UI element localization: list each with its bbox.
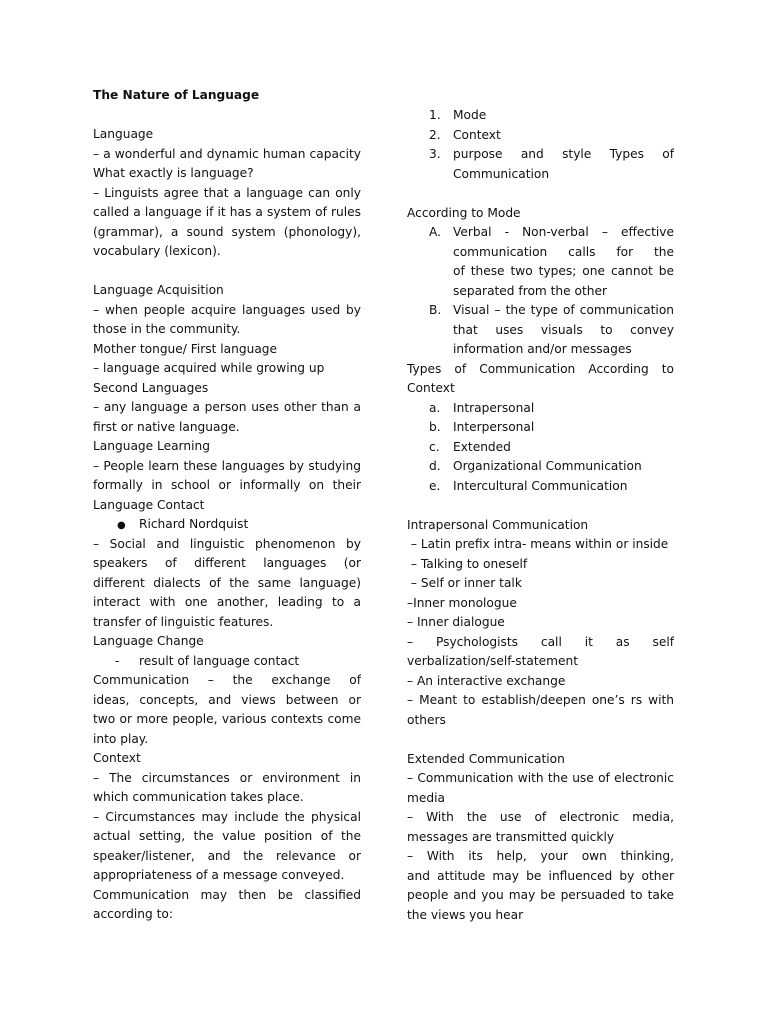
- numbered-item: [407, 145, 674, 165]
- text-line: – a wonderful and dynamic human capacity: [93, 146, 361, 161]
- list-number: 3.: [429, 147, 441, 161]
- dash-text: result of language contact: [139, 653, 300, 668]
- list-continuation: of these two types; one cannot be: [453, 264, 674, 278]
- lettered-item: [407, 223, 674, 243]
- text-line: – Inner dialogue: [407, 615, 505, 629]
- text-line: others: [407, 712, 446, 727]
- text-line: which communication takes place.: [93, 790, 304, 804]
- text-line: those in the community.: [93, 322, 241, 336]
- list-text: Extended: [453, 439, 511, 454]
- text-line: according to:: [93, 907, 173, 921]
- text-line: – The circumstances or environment in: [93, 770, 361, 785]
- dash-icon: -: [115, 653, 120, 668]
- right-column: [407, 106, 674, 925]
- lettered-item: [407, 399, 674, 419]
- list-text: Organizational Communication: [453, 459, 642, 473]
- section-heading: According to Mode: [407, 205, 521, 220]
- text-line: interact with one another, leading to a: [93, 595, 361, 609]
- lettered-item: [407, 418, 674, 438]
- text-line: first or native language.: [93, 419, 240, 434]
- numbered-item: [407, 126, 674, 146]
- text-line: into play.: [93, 731, 149, 746]
- text-line: What exactly is language?: [93, 166, 254, 180]
- text-line: Types of Communication According to: [407, 361, 674, 376]
- text-line: – Social and linguistic phenomenon by: [93, 536, 361, 551]
- text-line: – People learn these languages by studying: [93, 458, 361, 473]
- list-letter: d.: [429, 459, 441, 473]
- text-line: Communication – the exchange of: [93, 673, 361, 687]
- list-letter: b.: [429, 420, 441, 434]
- text-line: verbalization/self-statement: [407, 654, 579, 668]
- numbered-item: [407, 106, 674, 126]
- section-heading: Context: [93, 751, 141, 765]
- list-letter: e.: [429, 478, 441, 493]
- section-heading: Language Acquisition: [93, 283, 224, 297]
- list-letter: A.: [429, 225, 441, 239]
- bullet-icon: ●: [117, 520, 126, 531]
- text-line: ideas, concepts, and views between or: [93, 692, 361, 707]
- list-letter: c.: [429, 439, 440, 454]
- list-text: Mode: [453, 108, 487, 122]
- text-line: speakers of different languages (or: [93, 556, 361, 570]
- list-continuation: communication calls for the: [453, 244, 674, 259]
- list-continuation: Communication: [453, 166, 550, 181]
- list-letter: a.: [429, 400, 441, 415]
- text-line: people and you may be persuaded to take: [407, 888, 674, 902]
- section-heading: Intrapersonal Communication: [407, 517, 589, 532]
- text-line: speaker/listener, and the relevance or: [93, 848, 361, 863]
- text-line: – any language a person uses other than a: [93, 400, 361, 414]
- text-line: – when people acquire languages used by: [93, 302, 361, 317]
- text-line: – Linguists agree that a language can only: [93, 185, 361, 200]
- text-line: and attitude may be influenced by other: [407, 868, 674, 883]
- section-heading: Language Change: [93, 634, 204, 648]
- section-heading: Second Languages: [93, 380, 209, 395]
- list-text: Intrapersonal: [453, 400, 535, 415]
- list-continuation: separated from the other: [453, 283, 607, 298]
- list-continuation: information and/or messages: [453, 342, 632, 356]
- text-line: two or more people, various contexts come: [93, 712, 361, 726]
- text-line: Context: [407, 381, 455, 395]
- text-line: – Self or inner talk: [407, 576, 522, 590]
- text-line: the views you hear: [407, 907, 524, 922]
- text-line: – Circumstances may include the physical: [93, 809, 361, 824]
- text-line: vocabulary (lexicon).: [93, 244, 221, 258]
- list-text: Verbal - Non-verbal – effective: [453, 225, 674, 239]
- page-title: The Nature of Language: [93, 88, 260, 102]
- list-text: purpose and style Types of: [453, 147, 674, 161]
- lettered-item: [407, 477, 674, 497]
- text-line: Communication may then be classified: [93, 887, 361, 902]
- section-heading: Mother tongue/ First language: [93, 341, 278, 356]
- text-line: – With the use of electronic media,: [407, 810, 674, 824]
- list-continuation: that uses visuals to convey: [453, 322, 674, 337]
- text-line: (grammar), a sound system (phonology),: [93, 224, 361, 239]
- section-heading: Extended Communication: [407, 751, 565, 766]
- text-line: – Communication with the use of electronic: [407, 771, 674, 785]
- text-line: – language acquired while growing up: [93, 361, 325, 375]
- list-text: Visual – the type of communication: [453, 303, 674, 317]
- list-letter: B.: [429, 303, 442, 317]
- list-number: 1.: [429, 108, 441, 122]
- text-line: appropriateness of a message conveyed.: [93, 868, 345, 882]
- text-line: transfer of linguistic features.: [93, 614, 274, 629]
- bullet-item: [93, 515, 361, 535]
- list-text: Interpersonal: [453, 420, 535, 434]
- text-line: –Inner monologue: [407, 595, 517, 610]
- list-text: Intercultural Communication: [453, 478, 628, 493]
- list-text: Context: [453, 127, 501, 142]
- text-line: – With its help, your own thinking,: [407, 849, 674, 863]
- text-line: – An interactive exchange: [407, 673, 566, 688]
- text-line: – Talking to oneself: [407, 556, 528, 571]
- left-column: [93, 86, 361, 925]
- text-line: messages are transmitted quickly: [407, 829, 615, 844]
- text-line: – Psychologists call it as self: [407, 634, 674, 649]
- text-line: different dialects of the same language): [93, 575, 361, 590]
- text-line: called a language if it has a system of rules: [93, 205, 361, 219]
- section-heading: Language Learning: [93, 439, 210, 453]
- lettered-item: [407, 457, 674, 477]
- text-line: – Meant to establish/deepen one’s rs with: [407, 693, 674, 707]
- text-line: formally in school or informally on their: [93, 478, 361, 492]
- section-heading: Language Contact: [93, 497, 205, 512]
- list-number: 2.: [429, 127, 441, 142]
- bullet-text: Richard Nordquist: [139, 517, 249, 531]
- section-heading: Language: [93, 127, 154, 141]
- dash-item: [93, 652, 361, 672]
- text-line: media: [407, 790, 445, 805]
- text-line: actual setting, the value position of the: [93, 829, 361, 843]
- lettered-item: [407, 301, 674, 321]
- text-line: – Latin prefix intra- means within or inside: [407, 537, 669, 551]
- lettered-item: [407, 438, 674, 458]
